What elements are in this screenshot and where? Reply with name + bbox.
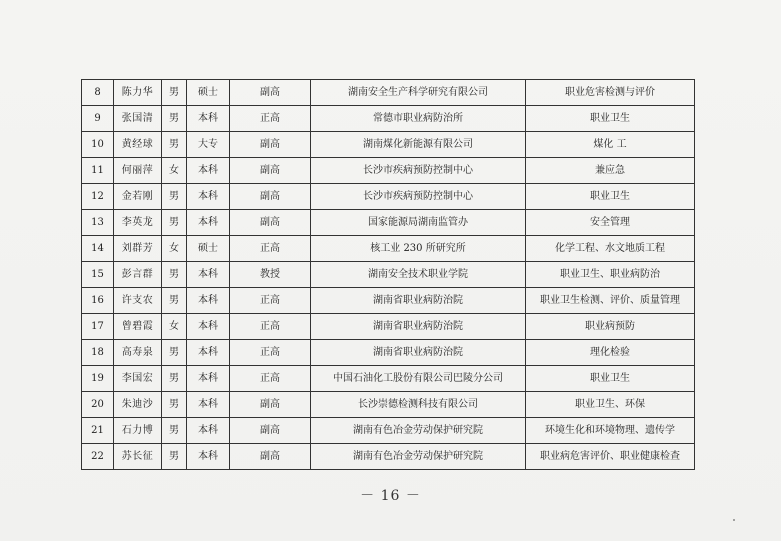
- table-row: [82, 210, 695, 236]
- row-number-cell: 17: [82, 314, 114, 340]
- gender-cell: 男: [162, 132, 187, 158]
- gender-cell: 男: [162, 184, 187, 210]
- row-number-cell: 22: [82, 444, 114, 470]
- specialty-field-cell: 职业病危害评价、职业健康检查: [526, 444, 695, 470]
- specialty-field-cell: 职业危害检测与评价: [526, 80, 695, 106]
- scan-speck: [733, 519, 735, 521]
- professional-title-cell: 副高: [230, 210, 311, 236]
- row-number-cell: 11: [82, 158, 114, 184]
- professional-title-cell: 副高: [230, 392, 311, 418]
- degree-cell: 本科: [187, 210, 230, 236]
- degree-cell: 大专: [187, 132, 230, 158]
- gender-cell: 男: [162, 444, 187, 470]
- specialty-field-cell: 职业卫生检测、评价、质量管理: [526, 288, 695, 314]
- row-number-cell: 14: [82, 236, 114, 262]
- row-number-cell: 9: [82, 106, 114, 132]
- table-row: [82, 132, 695, 158]
- table-row: [82, 184, 695, 210]
- professional-title-cell: 副高: [230, 158, 311, 184]
- expert-name-cell: 何丽萍: [114, 158, 162, 184]
- gender-cell: 男: [162, 340, 187, 366]
- gender-cell: 男: [162, 288, 187, 314]
- table-row: [82, 288, 695, 314]
- organization-cell: 长沙崇德检测科技有限公司: [311, 392, 526, 418]
- table-row: [82, 80, 695, 106]
- specialty-field-cell: 化学工程、水文地质工程: [526, 236, 695, 262]
- degree-cell: 本科: [187, 340, 230, 366]
- organization-cell: 长沙市疾病预防控制中心: [311, 158, 526, 184]
- degree-cell: 本科: [187, 288, 230, 314]
- table-row: [82, 366, 695, 392]
- professional-title-cell: 正高: [230, 314, 311, 340]
- organization-cell: 长沙市疾病预防控制中心: [311, 184, 526, 210]
- row-number-cell: 18: [82, 340, 114, 366]
- expert-name-cell: 黄经球: [114, 132, 162, 158]
- expert-name-cell: 苏长征: [114, 444, 162, 470]
- expert-name-cell: 刘群芳: [114, 236, 162, 262]
- professional-title-cell: 正高: [230, 340, 311, 366]
- organization-cell: 国家能源局湖南监管办: [311, 210, 526, 236]
- table-row: [82, 444, 695, 470]
- organization-cell: 常德市职业病防治所: [311, 106, 526, 132]
- organization-cell: 湖南有色冶金劳动保护研究院: [311, 444, 526, 470]
- row-number-cell: 16: [82, 288, 114, 314]
- professional-title-cell: 副高: [230, 80, 311, 106]
- organization-cell: 湖南煤化新能源有限公司: [311, 132, 526, 158]
- specialty-field-cell: 煤化 工: [526, 132, 695, 158]
- specialty-field-cell: 职业卫生: [526, 184, 695, 210]
- degree-cell: 本科: [187, 418, 230, 444]
- specialty-field-cell: 职业卫生: [526, 366, 695, 392]
- degree-cell: 本科: [187, 444, 230, 470]
- row-number-cell: 19: [82, 366, 114, 392]
- gender-cell: 男: [162, 262, 187, 288]
- specialty-field-cell: 理化检验: [526, 340, 695, 366]
- gender-cell: 女: [162, 236, 187, 262]
- specialty-field-cell: 安全管理: [526, 210, 695, 236]
- organization-cell: 湖南省职业病防治院: [311, 340, 526, 366]
- expert-name-cell: 金若刚: [114, 184, 162, 210]
- specialty-field-cell: 兼应急: [526, 158, 695, 184]
- degree-cell: 本科: [187, 392, 230, 418]
- expert-name-cell: 许支农: [114, 288, 162, 314]
- organization-cell: 湖南省职业病防治院: [311, 288, 526, 314]
- gender-cell: 男: [162, 80, 187, 106]
- degree-cell: 本科: [187, 262, 230, 288]
- organization-cell: 中国石油化工股份有限公司巴陵分公司: [311, 366, 526, 392]
- table-row: [82, 106, 695, 132]
- professional-title-cell: 副高: [230, 418, 311, 444]
- specialty-field-cell: 职业卫生、环保: [526, 392, 695, 418]
- row-number-cell: 8: [82, 80, 114, 106]
- organization-cell: 核工业 230 所研究所: [311, 236, 526, 262]
- professional-title-cell: 正高: [230, 106, 311, 132]
- degree-cell: 本科: [187, 158, 230, 184]
- table-row: [82, 340, 695, 366]
- gender-cell: 男: [162, 418, 187, 444]
- row-number-cell: 13: [82, 210, 114, 236]
- expert-name-cell: 朱迪沙: [114, 392, 162, 418]
- professional-title-cell: 副高: [230, 444, 311, 470]
- professional-title-cell: 副高: [230, 184, 311, 210]
- professional-title-cell: 教授: [230, 262, 311, 288]
- degree-cell: 本科: [187, 106, 230, 132]
- expert-name-cell: 李英龙: [114, 210, 162, 236]
- table-row: [82, 314, 695, 340]
- row-number-cell: 12: [82, 184, 114, 210]
- gender-cell: 女: [162, 314, 187, 340]
- expert-name-cell: 彭言群: [114, 262, 162, 288]
- row-number-cell: 21: [82, 418, 114, 444]
- page-number: － 16 －: [360, 488, 421, 504]
- organization-cell: 湖南安全生产科学研究有限公司: [311, 80, 526, 106]
- expert-name-cell: 李国宏: [114, 366, 162, 392]
- organization-cell: 湖南安全技术职业学院: [311, 262, 526, 288]
- specialty-field-cell: 职业卫生、职业病防治: [526, 262, 695, 288]
- degree-cell: 硕士: [187, 80, 230, 106]
- row-number-cell: 15: [82, 262, 114, 288]
- table-row: [82, 262, 695, 288]
- gender-cell: 男: [162, 392, 187, 418]
- specialty-field-cell: 职业病预防: [526, 314, 695, 340]
- gender-cell: 男: [162, 106, 187, 132]
- degree-cell: 硕士: [187, 236, 230, 262]
- professional-title-cell: 正高: [230, 288, 311, 314]
- organization-cell: 湖南有色冶金劳动保护研究院: [311, 418, 526, 444]
- gender-cell: 男: [162, 210, 187, 236]
- expert-name-cell: 曾碧霞: [114, 314, 162, 340]
- expert-roster-table: [81, 79, 695, 470]
- professional-title-cell: 副高: [230, 132, 311, 158]
- gender-cell: 女: [162, 158, 187, 184]
- degree-cell: 本科: [187, 366, 230, 392]
- row-number-cell: 10: [82, 132, 114, 158]
- degree-cell: 本科: [187, 314, 230, 340]
- table-row: [82, 392, 695, 418]
- expert-name-cell: 石力博: [114, 418, 162, 444]
- specialty-field-cell: 职业卫生: [526, 106, 695, 132]
- roster-body: [82, 80, 695, 470]
- degree-cell: 本科: [187, 184, 230, 210]
- professional-title-cell: 正高: [230, 236, 311, 262]
- specialty-field-cell: 环境生化和环境物理、遗传学: [526, 418, 695, 444]
- professional-title-cell: 正高: [230, 366, 311, 392]
- expert-name-cell: 张国清: [114, 106, 162, 132]
- row-number-cell: 20: [82, 392, 114, 418]
- table-row: [82, 158, 695, 184]
- expert-name-cell: 高寿泉: [114, 340, 162, 366]
- organization-cell: 湖南省职业病防治院: [311, 314, 526, 340]
- table-row: [82, 418, 695, 444]
- gender-cell: 男: [162, 366, 187, 392]
- expert-name-cell: 陈力华: [114, 80, 162, 106]
- table-row: [82, 236, 695, 262]
